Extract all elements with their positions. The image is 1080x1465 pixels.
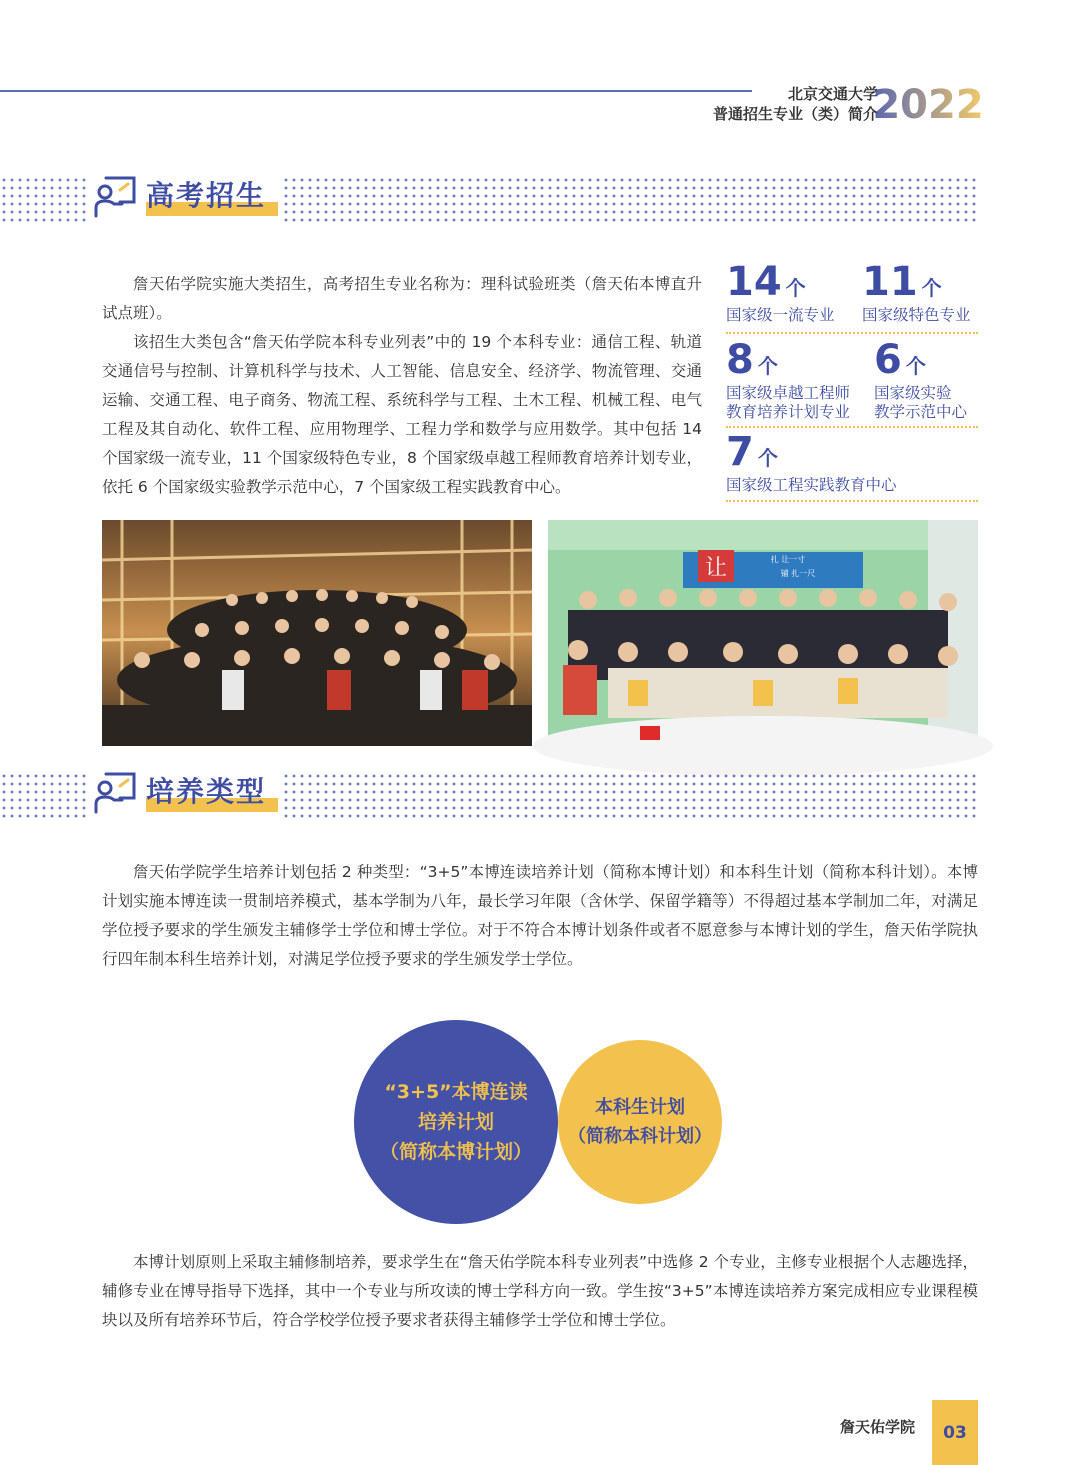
- page-number: 03: [932, 1400, 978, 1465]
- section-title: 高考招生: [146, 179, 267, 212]
- group-photo-books: [548, 520, 978, 746]
- paragraph: 本博计划原则上采取主辅修制培养，要求学生在“詹天佑学院本科专业列表”中选修 2 个专业，主修专业根据个人志趣选择，辅修专业在博导指导下选择，其中一个专业与所攻读的博士学科方向一致。学生按“3+5”本博连读培养方案完成相应专业课程模块以及所有培养环节后，符合学校学位授予要求者获得主辅修学士学位和博士学位。: [102, 1253, 978, 1329]
- sign-big-char: 让: [704, 556, 728, 581]
- stat-label: 教学示范中心: [874, 403, 968, 421]
- stat-label: 国家级特色专业: [862, 306, 971, 324]
- stat-label: 国家级一流专业: [726, 306, 835, 324]
- header-university: 北京交通大学: [787, 85, 878, 103]
- stat-experiment-centers: [874, 338, 967, 422]
- sign-text-line: 扎 让一寸: [770, 555, 806, 564]
- dot-pattern: [282, 176, 980, 222]
- stat-number: 14: [726, 259, 782, 305]
- header-text: [713, 84, 878, 124]
- section-heading-training: [0, 764, 980, 824]
- dot-pattern: [0, 772, 88, 818]
- admission-text: [102, 270, 702, 502]
- paragraph: 詹天佑学院学生培养计划包括 2 种类型：“3+5”本博连读培养计划（简称本博计划）和本科生计划（简称本科计划）。本博计划实施本博连读一贯制培养模式，基本学制为八年，最长学习年限（含休学、保留学籍等）不得超过基本学制加二年，对满足学位授予要求的学生颁发主辅修学士学位和博士学位。对于不符合本博计划条件或者不愿意参与本博计划的学生，詹天佑学院执行四年制本科生培养计划，对满足学位授予要求的学生颁发学士学位。: [102, 863, 978, 968]
- stat-unit: 个: [905, 354, 926, 378]
- circle-line: （简称本博计划）: [379, 1141, 532, 1163]
- paragraph: 詹天佑学院实施大类招生，高考招生专业名称为：理科试验班类（詹天佑本博直升试点班）。: [102, 275, 702, 322]
- section-title: 培养类型: [146, 775, 267, 808]
- dot-pattern: [0, 176, 88, 222]
- paragraph: 该招生大类包含“詹天佑学院本科专业列表”中的 19 个本科专业：通信工程、轨道交通信号与控制、计算机科学与技术、人工智能、信息安全、经济学、物流管理、交通运输、交通工程、电子商务、物流工程、系统科学与工程、土木工程、机械工程、电气工程及其自动化、软件工程、应用物理学、工程力学和数学与应用数学。其中包括 14 个国家级一流专业，11 个国家级特色专业，8 个国家级卓越工程师教育培养计划专业，依托 6 个国家级实验教学示范中心，7 个国家级工程实践教育中心。: [102, 333, 702, 496]
- stat-label: 教育培养计划专业: [726, 403, 851, 421]
- training-text: [102, 858, 978, 974]
- stat-number: 8: [726, 337, 754, 383]
- dot-pattern: [282, 772, 980, 818]
- stat-first-class-majors: [726, 260, 835, 325]
- stat-unit: 个: [921, 276, 942, 300]
- stat-excellent-engineer: [726, 338, 850, 422]
- group-photo-library: [102, 520, 532, 746]
- dotted-divider: [726, 426, 978, 428]
- sign-text-line: 铺 扎一尺: [780, 569, 816, 578]
- stat-label: 国家级实验: [874, 384, 952, 402]
- presentation-icon: [94, 174, 138, 220]
- stat-label: 国家级卓越工程师: [726, 384, 851, 402]
- header-rule: [0, 90, 752, 92]
- year-logo: [872, 78, 984, 128]
- circle-line: 本科生计划: [595, 1097, 685, 1118]
- stat-practice-centers: [726, 430, 897, 495]
- stat-label: 国家级工程实践教育中心: [726, 476, 897, 494]
- stat-number: 7: [726, 429, 754, 475]
- training-text-2: [102, 1248, 978, 1335]
- header-subtitle: 普通招生专业（类）简介: [712, 105, 878, 123]
- stat-number: 6: [874, 337, 902, 383]
- bachelor-doctor-plan-circle: [354, 1020, 558, 1224]
- stat-unit: 个: [757, 354, 778, 378]
- presentation-icon: [94, 770, 138, 816]
- footer-college: 詹天佑学院: [840, 1418, 916, 1436]
- stat-unit: 个: [785, 276, 806, 300]
- dotted-divider: [726, 500, 978, 502]
- circle-line: 培养计划: [417, 1111, 494, 1133]
- circle-line: “3+5”本博连读: [384, 1081, 528, 1103]
- section-heading-admission: [0, 168, 980, 228]
- stat-unit: 个: [757, 446, 778, 470]
- undergraduate-plan-circle: [558, 1040, 722, 1204]
- circle-line: （简称本科计划）: [568, 1126, 712, 1147]
- stat-number: 11: [862, 259, 918, 305]
- stat-featured-majors: [862, 260, 971, 325]
- dotted-divider: [726, 332, 978, 334]
- year-text: 2022: [872, 82, 984, 128]
